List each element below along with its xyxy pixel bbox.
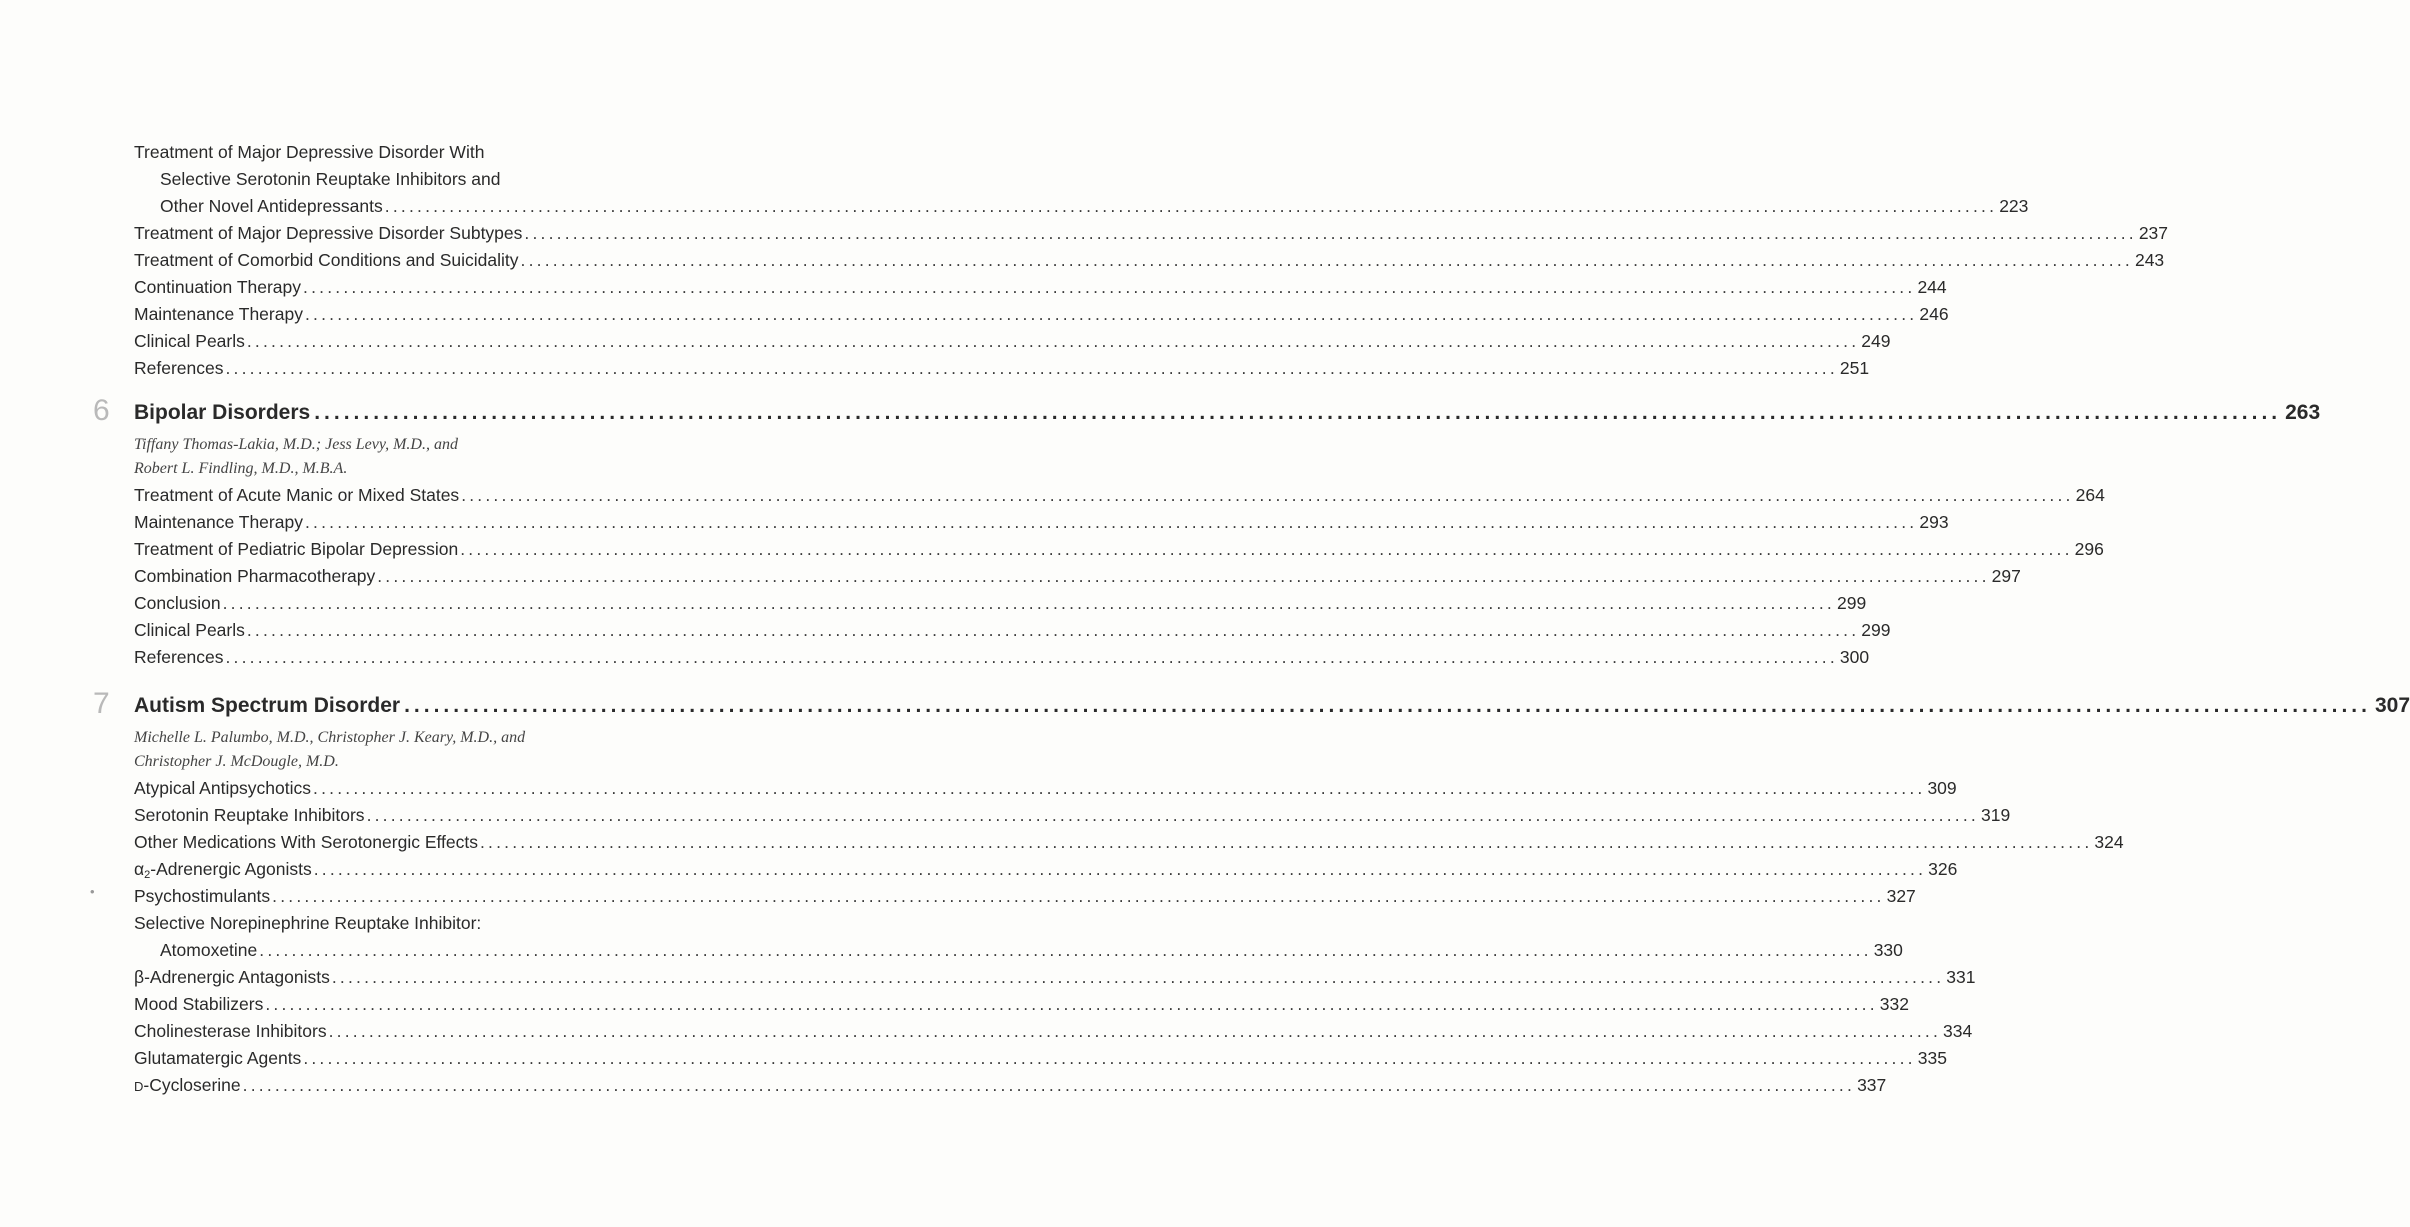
dot-leader: ........................................................................................................................................................................................................ xyxy=(225,647,1838,667)
toc-entry-label: Mood Stabilizers xyxy=(134,994,264,1014)
toc-entry[interactable] xyxy=(134,301,1949,328)
toc-entry-label: Treatment of Pediatric Bipolar Depression xyxy=(134,539,459,559)
toc-entry[interactable] xyxy=(134,1072,1887,1099)
chapter-page-number: 263 xyxy=(2285,401,2321,424)
toc-page-number: 326 xyxy=(1928,859,1958,879)
chapter-number: 7 xyxy=(93,687,110,720)
dot-leader: ........................................................................................................................................................................................................ xyxy=(313,778,1926,798)
toc-entry[interactable] xyxy=(134,482,2105,509)
smallcap-d: D xyxy=(134,1079,144,1094)
toc-entry-label: References xyxy=(134,647,224,667)
chapter-title: Bipolar Disorders xyxy=(134,401,311,424)
chapter-authors: Michelle L. Palumbo, M.D., Christopher J. Keary, M.D., and xyxy=(134,729,526,746)
label-rest: -Cycloserine xyxy=(143,1075,241,1095)
dot-leader: ........................................................................................................................................................................................................ xyxy=(225,358,1838,378)
dot-leader: ........................................................................................................................................................................................................ xyxy=(524,223,2137,243)
toc-entry-label: Psychostimulants xyxy=(134,886,271,906)
chapter-heading[interactable] xyxy=(134,398,2321,428)
toc-page-number: 331 xyxy=(1946,967,1976,987)
chapter-page-number: 307 xyxy=(2374,694,2410,717)
toc-entry[interactable] xyxy=(134,856,1958,883)
toc-page-number: 319 xyxy=(1980,805,2011,825)
dot-leader: ........................................................................................................................................................................................................ xyxy=(242,1075,1856,1095)
dot-leader: ........................................................................................................................................................................................................ xyxy=(304,512,1918,532)
dot-leader: ........................................................................................................................................................................................................ xyxy=(328,1021,1942,1041)
toc-entry-label: Continuation Therapy xyxy=(134,277,302,297)
toc-page-number: 337 xyxy=(1857,1075,1887,1095)
toc-entry-label: Selective Norepinephrine Reuptake Inhibitor: xyxy=(134,913,482,933)
toc-entry[interactable] xyxy=(134,775,1957,802)
toc-entry[interactable] xyxy=(134,509,1949,536)
toc-entry[interactable] xyxy=(134,1045,1947,1072)
toc-page-number: 297 xyxy=(1991,566,2021,586)
toc-page-number: 237 xyxy=(2138,223,2169,243)
toc-entry[interactable] xyxy=(134,355,1870,382)
toc-entry[interactable] xyxy=(134,328,1891,355)
toc-page-number: 309 xyxy=(1927,778,1957,798)
toc-entry-label: Other Medications With Serotonergic Effects xyxy=(134,832,478,852)
dot-leader: ........................................................................................................................................................................................................ xyxy=(366,805,1979,825)
toc-page-number: 335 xyxy=(1917,1048,1947,1068)
toc-page-number: 324 xyxy=(2094,832,2124,852)
toc-entry[interactable] xyxy=(160,193,2029,220)
toc-entry-label: Conclusion xyxy=(134,593,221,613)
toc-entry[interactable] xyxy=(134,883,1916,910)
dot-leader: ........................................................................................................................................................................................................ xyxy=(460,539,2073,559)
toc-entry-label: Atypical Antipsychotics xyxy=(134,778,312,798)
dot-leader: ........................................................................................................................................................................................................ xyxy=(303,277,1916,297)
toc-entry-label xyxy=(134,1072,241,1100)
toc-entry-label: Treatment of Comorbid Conditions and Suicidality xyxy=(134,250,519,270)
toc-entry[interactable] xyxy=(160,937,1903,964)
chapter-authors: Christopher J. McDougle, M.D. xyxy=(134,753,339,770)
toc-entry-label: Maintenance Therapy xyxy=(134,304,303,324)
toc-entry-label: Selective Serotonin Reuptake Inhibitors and xyxy=(160,169,501,189)
toc-entry-label: Treatment of Major Depressive Disorder With xyxy=(134,142,485,162)
toc-entry-label: Glutamatergic Agents xyxy=(134,1048,302,1068)
toc-entry[interactable] xyxy=(134,247,2165,274)
dot-leader: ........................................................................................................................................................................................................ xyxy=(246,620,1860,640)
toc-page-number: 251 xyxy=(1839,358,1870,378)
toc-page-number: 223 xyxy=(1999,196,2029,216)
toc-entry-label: Cholinesterase Inhibitors xyxy=(134,1021,327,1041)
toc-entry-label: References xyxy=(134,358,224,378)
dot-leader: ........................................................................................................................................................................................................ xyxy=(303,1048,1916,1068)
toc-entry[interactable] xyxy=(134,220,2169,247)
toc-entry-label: Serotonin Reuptake Inhibitors xyxy=(134,805,365,825)
toc-page-number: 296 xyxy=(2074,539,2104,559)
chapter-title: Autism Spectrum Disorder xyxy=(134,694,401,717)
toc-entry-label: Clinical Pearls xyxy=(134,620,245,640)
toc-page-number: 249 xyxy=(1861,331,1891,351)
toc-entry-label: β-Adrenergic Antagonists xyxy=(134,967,330,987)
toc-entry[interactable] xyxy=(134,563,2021,590)
toc-page-number: 244 xyxy=(1917,277,1947,297)
toc-entry[interactable] xyxy=(134,991,1909,1018)
dot-leader: ........................................................................................................................................................................................................ xyxy=(246,331,1860,351)
toc-page-number: 293 xyxy=(1919,512,1949,532)
toc-entry[interactable] xyxy=(134,617,1891,644)
dot-leader: ........................................................................................................................................................................................................ xyxy=(480,832,2093,852)
toc-page-number: 264 xyxy=(2075,485,2105,505)
toc-entry-label: Other Novel Antidepressants xyxy=(160,196,383,216)
toc-entry[interactable] xyxy=(134,590,1867,617)
toc-page-number: 330 xyxy=(1873,940,1903,960)
chapter-heading[interactable] xyxy=(134,691,2410,721)
dot-leader: ........................................................................................................................................................................................................ xyxy=(461,485,2074,505)
chapter-authors: Robert L. Findling, M.D., M.B.A. xyxy=(134,460,348,477)
margin-mark: • xyxy=(90,884,95,899)
toc-entry[interactable] xyxy=(134,1018,1973,1045)
toc-entry-label: Treatment of Acute Manic or Mixed States xyxy=(134,485,460,505)
toc-entry-label: Clinical Pearls xyxy=(134,331,245,351)
dot-leader: ........................................................................................................................................................................................................ xyxy=(265,994,1878,1014)
dot-leader: ........................................................................................................................................................................................................ xyxy=(384,196,1998,216)
dot-leader: ........................................................................................................................................................................................................ xyxy=(331,967,1945,987)
toc-page-number: 299 xyxy=(1837,593,1867,613)
label-rest: -Adrenergic Agonists xyxy=(150,859,312,879)
toc-entry[interactable] xyxy=(134,536,2104,563)
toc-entry[interactable] xyxy=(134,644,1870,671)
toc-page-number: 327 xyxy=(1886,886,1916,906)
dot-leader: ........................................................................................................................................................................................................ xyxy=(404,694,2371,717)
toc-entry-label: Maintenance Therapy xyxy=(134,512,303,532)
chapter-number: 6 xyxy=(93,394,110,427)
toc-page-number: 243 xyxy=(2134,250,2165,270)
toc-entry[interactable] xyxy=(134,274,1947,301)
toc-entry-label: Combination Pharmacotherapy xyxy=(134,566,376,586)
dot-leader: ........................................................................................................................................................................................................ xyxy=(520,250,2133,270)
chapter-authors: Tiffany Thomas-Lakia, M.D.; Jess Levy, M.D., and xyxy=(134,436,458,453)
toc-entry-label: Treatment of Major Depressive Disorder Subtypes xyxy=(134,223,523,243)
toc-entry[interactable] xyxy=(134,964,1976,991)
toc-entry[interactable] xyxy=(134,802,2011,829)
dot-leader: ........................................................................................................................................................................................................ xyxy=(304,304,1918,324)
subscript-two: 2 xyxy=(144,869,151,881)
dot-leader: ........................................................................................................................................................................................................ xyxy=(272,886,1885,906)
dot-leader: ........................................................................................................................................................................................................ xyxy=(314,401,2282,424)
toc-entry-label: Atomoxetine xyxy=(160,940,258,960)
toc-page-number: 300 xyxy=(1839,647,1870,667)
dot-leader: ........................................................................................................................................................................................................ xyxy=(259,940,1872,960)
toc-page-number: 299 xyxy=(1861,620,1891,640)
dot-leader: ........................................................................................................................................................................................................ xyxy=(313,859,1927,879)
dot-leader: ........................................................................................................................................................................................................ xyxy=(222,593,1835,613)
alpha-symbol: α xyxy=(134,859,145,879)
toc-page-number: 332 xyxy=(1879,994,1909,1014)
toc-page-number: 246 xyxy=(1919,304,1949,324)
dot-leader: ........................................................................................................................................................................................................ xyxy=(377,566,1990,586)
toc-entry[interactable] xyxy=(134,829,2124,856)
toc-page-number: 334 xyxy=(1943,1021,1973,1041)
